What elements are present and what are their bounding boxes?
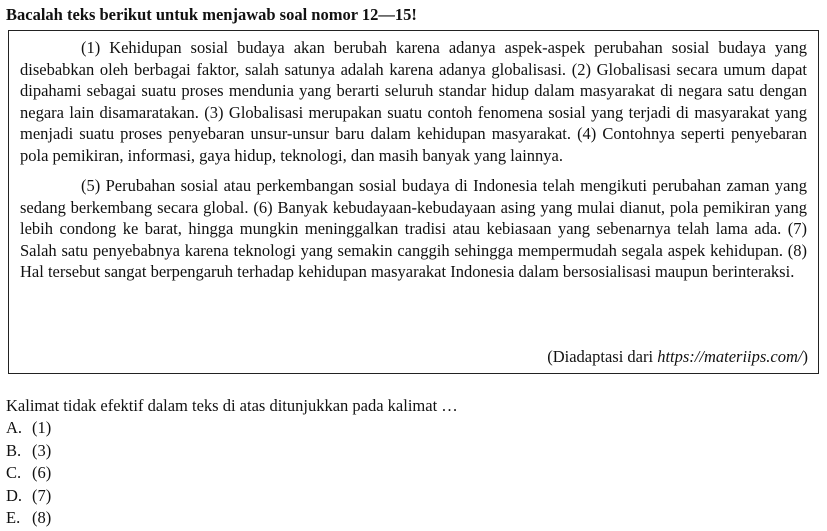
option-letter: A. — [6, 418, 23, 437]
source-suffix: ) — [802, 347, 808, 366]
passage-paragraph-2: (5) Perubahan sosial atau perkembangan sosial budaya di Indonesia telah mengikuti perubahan zaman yang sedang berkembang secara global. (6) Banyak kebudayaan-kebudayaan asing yang mulai dianut, pola pemikiran yang lebih condong ke barat, hingga mungkin meninggalkan tradisi atau kebiasaan yang sebenarnya telah lama ada. (7) Salah satu penyebabnya karena teknologi yang semakin canggih sehingga mempermudah segala aspek kehidupan. (8) Hal tersebut sangat berpengaruh terhadap kehidupan masyarakat Indonesia dalam bersosialisasi maupun berinteraksi. — [20, 176, 807, 281]
option-text: (1) — [32, 418, 52, 437]
option-c[interactable] — [6, 462, 51, 485]
option-e[interactable] — [6, 507, 51, 530]
instruction-heading: Bacalah teks berikut untuk menjawab soal nomor 12—15! — [6, 5, 417, 24]
passage-paragraph-1: (1) Kehidupan sosial budaya akan berubah karena adanya aspek-aspek perubahan sosial budaya yang disebabkan oleh berbagai faktor, salah satunya adalah karena adanya globalisasi. (2) Globalisasi secara umum dapat dipahami sebagai suatu proses mendunia yang berarti seluruh standar hidup dalam masyarakat di negara satu dengan negara lain disamaratakan. (3) Globalisasi merupakan suatu contoh fenomena sosial yang terjadi di masyarakat yang menjadi suatu proses penyebaran unsur-unsur baru dalam kehidupan masyarakat. (4) Contohnya seperti penyebaran pola pemikiran, informasi, gaya hidup, teknologi, dan masih banyak yang lainnya. — [20, 38, 807, 165]
option-text: (3) — [32, 440, 52, 460]
option-d[interactable] — [6, 485, 51, 508]
option-text: (7) — [32, 485, 52, 505]
option-a[interactable] — [6, 417, 51, 440]
option-letter: B. — [6, 440, 22, 460]
source-prefix: (Diadaptasi dari — [547, 347, 658, 366]
option-text: (6) — [32, 463, 52, 482]
passage-box — [8, 30, 819, 374]
source-citation — [547, 346, 808, 367]
option-letter: C. — [6, 463, 22, 482]
option-letter: E. — [6, 508, 21, 527]
option-text: (8) — [32, 508, 52, 527]
option-letter: D. — [6, 485, 23, 505]
source-url: https://materiips.com/ — [657, 347, 803, 366]
question-text: Kalimat tidak efektif dalam teks di atas ditunjukkan pada kalimat … — [6, 396, 458, 415]
option-b[interactable] — [6, 440, 51, 463]
answer-options — [6, 417, 51, 530]
